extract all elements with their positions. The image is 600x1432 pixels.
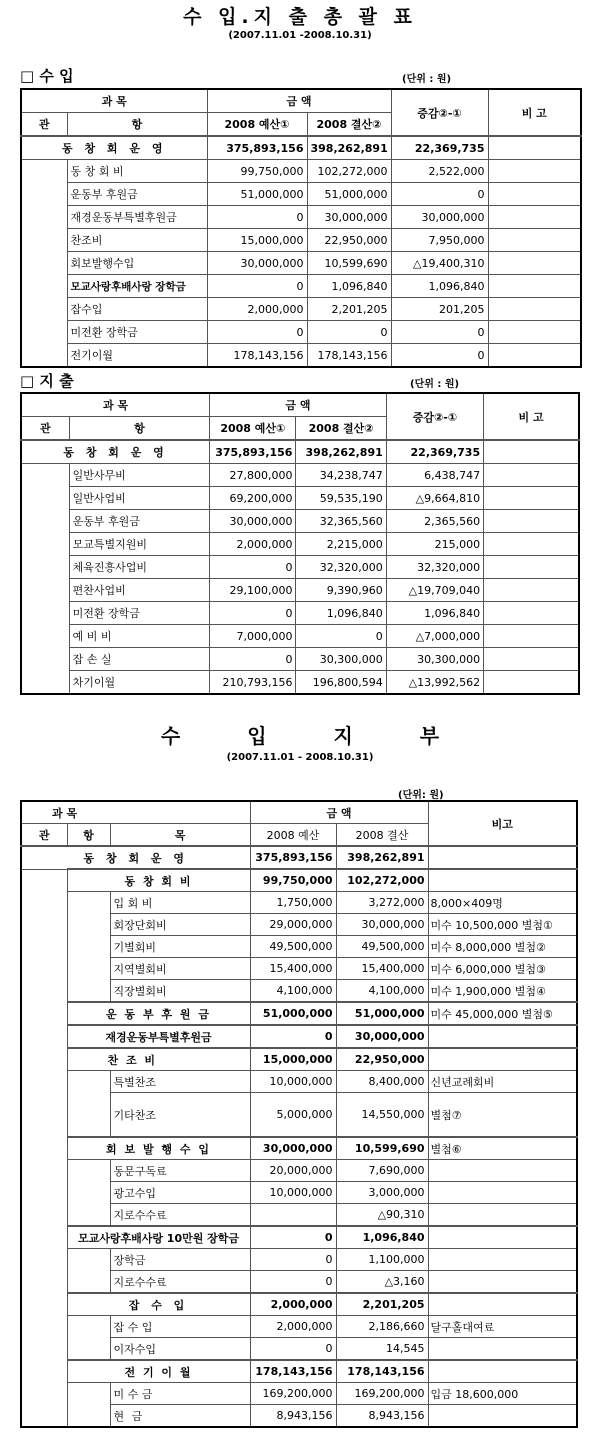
item-settle: 15,400,000 [336,958,428,980]
table-row [21,533,579,556]
row-name: 동 창 회 비 [67,160,207,183]
income-table [20,88,582,368]
row-budget: 30,000,000 [210,510,296,533]
income-header-budget: 2008 예산① [207,113,307,137]
item-settle: 7,690,000 [336,1160,428,1182]
table-row [21,579,579,602]
row-budget: 210,793,156 [210,671,296,695]
table-row [21,298,581,321]
detail-header-gwan: 관 [21,824,67,847]
group-budget: 15,000,000 [250,1048,336,1071]
row-diff: 1,096,840 [386,602,483,625]
income-section-label: □ 수 입 [20,67,74,85]
item-budget: 49,500,000 [250,936,336,958]
detail-header-settle: 2008 결산 [336,824,428,847]
item-settle: 49,500,000 [336,936,428,958]
table-row [21,321,581,344]
item-note: 8,000×409명 [428,892,577,914]
row-settle: 32,365,560 [296,510,386,533]
item-budget: 4,100,000 [250,980,336,1003]
item-budget: 20,000,000 [250,1160,336,1182]
summary-period: (2007.11.01 -2008.10.31) [228,30,372,41]
row-budget: 0 [207,275,307,298]
row-budget: 0 [210,556,296,579]
item-note: 미수 8,000,000 별첨② [428,936,577,958]
row-name: 운동부 후원금 [69,510,210,533]
row-budget: 99,750,000 [207,160,307,183]
row-name: 편찬사업비 [69,579,210,602]
row-name: 예 비 비 [69,625,210,648]
expense-header-gwamok: 과 목 [21,393,210,417]
row-settle: 2,215,000 [296,533,386,556]
expense-table [20,392,580,695]
row-diff: 2,522,000 [391,160,488,183]
expense-total-settle: 398,262,891 [296,440,386,464]
item-budget: 10,000,000 [250,1182,336,1204]
item-settle: 3,000,000 [336,1182,428,1204]
income-total-diff: 22,369,735 [391,136,488,160]
detail-table [20,800,578,1428]
detail-header-hang: 항 [67,824,110,847]
detail-header-note: 비고 [428,801,577,846]
group-budget: 30,000,000 [250,1137,336,1160]
row-budget: 0 [207,321,307,344]
table-row [21,160,581,183]
group-settle: 2,201,205 [336,1293,428,1316]
row-diff: 32,320,000 [386,556,483,579]
table-row [21,648,579,671]
table-row [21,464,579,487]
group-budget: 178,143,156 [250,1360,336,1383]
row-diff: △19,400,310 [391,252,488,275]
expense-gwan-cell [21,464,69,695]
row-settle: 30,300,000 [296,648,386,671]
expense-header-settle: 2008 결산② [296,417,386,441]
item-note: 미수 10,500,000 별첨① [428,914,577,936]
item-budget: 15,400,000 [250,958,336,980]
row-settle: 51,000,000 [307,183,391,206]
income-header-geumaek: 금 액 [207,89,391,113]
item-note: 입금 18,600,000 [428,1383,577,1405]
row-budget: 7,000,000 [210,625,296,648]
row-diff: 7,950,000 [391,229,488,252]
group-settle: 178,143,156 [336,1360,428,1383]
item-name: 장학금 [110,1249,250,1271]
table-row [21,275,581,298]
row-name: 잡수입 [67,298,207,321]
item-budget: 169,200,000 [250,1383,336,1405]
expense-header-note: 비 고 [484,393,579,440]
row-settle: 1,096,840 [307,275,391,298]
group-note: 미수 45,000,000 별첨⑤ [428,1002,577,1025]
income-total-budget: 375,893,156 [207,136,307,160]
item-settle: 30,000,000 [336,914,428,936]
group-name: 모교사랑후배사랑 10만원 장학금 [67,1226,250,1249]
item-budget: 8,943,156 [250,1405,336,1428]
group-budget: 99,750,000 [250,869,336,892]
row-budget: 178,143,156 [207,344,307,368]
item-name: 회장단회비 [110,914,250,936]
income-header-hang: 항 [67,113,207,137]
item-name: 잡 수 입 [110,1316,250,1338]
expense-header-budget: 2008 예산① [210,417,296,441]
table-row [21,252,581,275]
row-name: 운동부 후원금 [67,183,207,206]
row-diff: 30,300,000 [386,648,483,671]
income-header-settle: 2008 결산② [307,113,391,137]
row-budget: 0 [207,206,307,229]
expense-header-geumaek: 금 액 [210,393,387,417]
item-budget [250,1204,336,1227]
item-settle: △3,160 [336,1271,428,1294]
income-unit: (단위 : 원) [402,74,452,85]
item-budget: 2,000,000 [250,1316,336,1338]
row-budget: 15,000,000 [207,229,307,252]
group-settle: 30,000,000 [336,1025,428,1048]
item-budget: 5,000,000 [250,1093,336,1138]
row-name: 잡 손 실 [69,648,210,671]
item-settle: 169,200,000 [336,1383,428,1405]
row-settle: 22,950,000 [307,229,391,252]
item-settle: △90,310 [336,1204,428,1227]
group-budget: 0 [250,1226,336,1249]
item-budget: 0 [250,1338,336,1361]
income-total-name: 동 창 회 운 영 [21,136,207,160]
row-settle: 178,143,156 [307,344,391,368]
income-total-row [21,136,581,160]
group-settle: 51,000,000 [336,1002,428,1025]
detail-group-row [21,1137,577,1160]
item-budget: 1,750,000 [250,892,336,914]
item-settle: 14,550,000 [336,1093,428,1138]
item-note: 별첨⑦ [428,1093,577,1138]
row-name: 찬조비 [67,229,207,252]
group-budget: 2,000,000 [250,1293,336,1316]
item-name: 특별찬조 [110,1071,250,1093]
summary-title: 수 입.지 출 총 괄 표 [183,6,417,28]
group-name: 재경운동부특별후원금 [67,1025,250,1048]
group-name: 회 보 발 행 수 입 [67,1137,250,1160]
expense-total-diff: 22,369,735 [386,440,483,464]
row-name: 미전환 장학금 [67,321,207,344]
table-row [21,1160,577,1182]
detail-gwan-cell [21,869,67,1427]
row-diff: 215,000 [386,533,483,556]
row-name: 회보발행수입 [67,252,207,275]
item-name: 현 금 [110,1405,250,1428]
table-row [21,671,579,695]
row-settle: 30,000,000 [307,206,391,229]
row-budget: 27,800,000 [210,464,296,487]
income-gwan-cell [21,160,67,368]
item-settle: 8,943,156 [336,1405,428,1428]
row-diff: 30,000,000 [391,206,488,229]
income-total-settle: 398,262,891 [307,136,391,160]
item-name: 미 수 금 [110,1383,250,1405]
row-name: 일반사업비 [69,487,210,510]
group-settle: 10,599,690 [336,1137,428,1160]
item-name: 이자수입 [110,1338,250,1361]
item-settle: 2,186,660 [336,1316,428,1338]
table-row [21,1383,577,1405]
income-header-diff: 증감②-① [391,89,488,136]
item-note: 미수 1,900,000 별첨④ [428,980,577,1003]
item-name: 기타찬조 [110,1093,250,1138]
row-budget: 51,000,000 [207,183,307,206]
table-row [21,602,579,625]
table-row [21,1249,577,1271]
table-row [21,556,579,579]
item-settle: 3,272,000 [336,892,428,914]
row-name: 체육진흥사업비 [69,556,210,579]
row-budget: 69,200,000 [210,487,296,510]
expense-total-budget: 375,893,156 [210,440,296,464]
row-name: 차기이월 [69,671,210,695]
row-budget: 2,000,000 [207,298,307,321]
expense-total-name: 동 창 회 운 영 [21,440,210,464]
item-budget: 0 [250,1271,336,1294]
detail-group-row [21,869,577,892]
item-note: 달구홀대여료 [428,1316,577,1338]
income-header-gwan: 관 [21,113,67,137]
item-budget: 0 [250,1249,336,1271]
row-budget: 0 [210,648,296,671]
row-diff: 0 [391,321,488,344]
detail-group-row [21,1293,577,1316]
item-note: 신년교례회비 [428,1071,577,1093]
table-row [21,1071,577,1093]
group-settle: 22,950,000 [336,1048,428,1071]
group-name: 동 창 회 비 [67,869,250,892]
detail-group-row [21,1025,577,1048]
row-budget: 0 [210,602,296,625]
item-note: 미수 6,000,000 별첨③ [428,958,577,980]
detail-group-row [21,1226,577,1249]
detail-header-budget: 2008 예산 [250,824,336,847]
detail-title: 수 입 지 부 [160,724,470,748]
detail-total-budget: 375,893,156 [250,846,336,869]
group-budget: 51,000,000 [250,1002,336,1025]
row-diff: 201,205 [391,298,488,321]
group-note: 별첨⑥ [428,1137,577,1160]
income-header-note: 비 고 [488,89,581,136]
group-name: 잡 수 입 [67,1293,250,1316]
item-name: 직장별회비 [110,980,250,1003]
detail-unit: (단위: 원) [398,790,444,801]
row-name: 모교특별지원비 [69,533,210,556]
detail-header-gwamok: 과 목 [21,801,250,824]
row-budget: 29,100,000 [210,579,296,602]
detail-total-name: 동 창 회 운 영 [21,846,250,869]
table-row [21,1316,577,1338]
detail-total-row [21,846,577,869]
detail-group-row [21,1002,577,1025]
row-diff: 2,365,560 [386,510,483,533]
group-name: 찬 조 비 [67,1048,250,1071]
row-diff: 0 [391,183,488,206]
row-settle: 2,201,205 [307,298,391,321]
detail-group-row [21,1360,577,1383]
item-name: 입 회 비 [110,892,250,914]
detail-group-row [21,1048,577,1071]
table-row [21,487,579,510]
expense-section-label: □ 지 출 [20,372,74,390]
item-name: 광고수입 [110,1182,250,1204]
detail-period: (2007.11.01 - 2008.10.31) [226,752,374,763]
row-settle: 32,320,000 [296,556,386,579]
row-diff: △19,709,040 [386,579,483,602]
row-name: 재경운동부특별후원금 [67,206,207,229]
expense-header-gwan: 관 [21,417,69,441]
table-row [21,625,579,648]
table-row [21,206,581,229]
group-settle: 1,096,840 [336,1226,428,1249]
detail-total-settle: 398,262,891 [336,846,428,869]
table-row [21,183,581,206]
row-settle: 0 [296,625,386,648]
table-row [21,892,577,914]
row-name: 모교사랑후배사랑 장학금 [67,275,207,298]
expense-header-diff: 증감②-① [386,393,483,440]
row-diff: △13,992,562 [386,671,483,695]
group-settle: 102,272,000 [336,869,428,892]
item-name: 기별회비 [110,936,250,958]
item-budget: 29,000,000 [250,914,336,936]
row-diff: 0 [391,344,488,368]
item-settle: 8,400,000 [336,1071,428,1093]
item-name: 지로수수료 [110,1204,250,1227]
item-name: 동문구독료 [110,1160,250,1182]
table-row [21,229,581,252]
row-diff: 6,438,747 [386,464,483,487]
row-settle: 9,390,960 [296,579,386,602]
expense-header-hang: 항 [69,417,210,441]
row-settle: 196,800,594 [296,671,386,695]
item-name: 지로수수료 [110,1271,250,1294]
detail-header-geumaek: 금 액 [250,801,428,824]
row-budget: 2,000,000 [210,533,296,556]
row-settle: 10,599,690 [307,252,391,275]
row-settle: 59,535,190 [296,487,386,510]
row-diff: △7,000,000 [386,625,483,648]
row-settle: 34,238,747 [296,464,386,487]
group-name: 운 동 부 후 원 금 [67,1002,250,1025]
expense-total-row [21,440,579,464]
income-header-gwamok: 과 목 [21,89,207,113]
group-name: 전 기 이 월 [67,1360,250,1383]
item-settle: 1,100,000 [336,1249,428,1271]
row-settle: 102,272,000 [307,160,391,183]
row-diff: 1,096,840 [391,275,488,298]
row-name: 미전환 장학금 [69,602,210,625]
item-budget: 10,000,000 [250,1071,336,1093]
row-budget: 30,000,000 [207,252,307,275]
row-diff: △9,664,810 [386,487,483,510]
detail-header-mok: 목 [110,824,250,847]
row-name: 전기이월 [67,344,207,368]
item-settle: 4,100,000 [336,980,428,1003]
row-settle: 1,096,840 [296,602,386,625]
expense-unit: (단위 : 원) [410,379,460,390]
item-settle: 14,545 [336,1338,428,1361]
table-row [21,344,581,368]
row-name: 일반사무비 [69,464,210,487]
row-settle: 0 [307,321,391,344]
group-budget: 0 [250,1025,336,1048]
table-row [21,510,579,533]
item-name: 지역별회비 [110,958,250,980]
